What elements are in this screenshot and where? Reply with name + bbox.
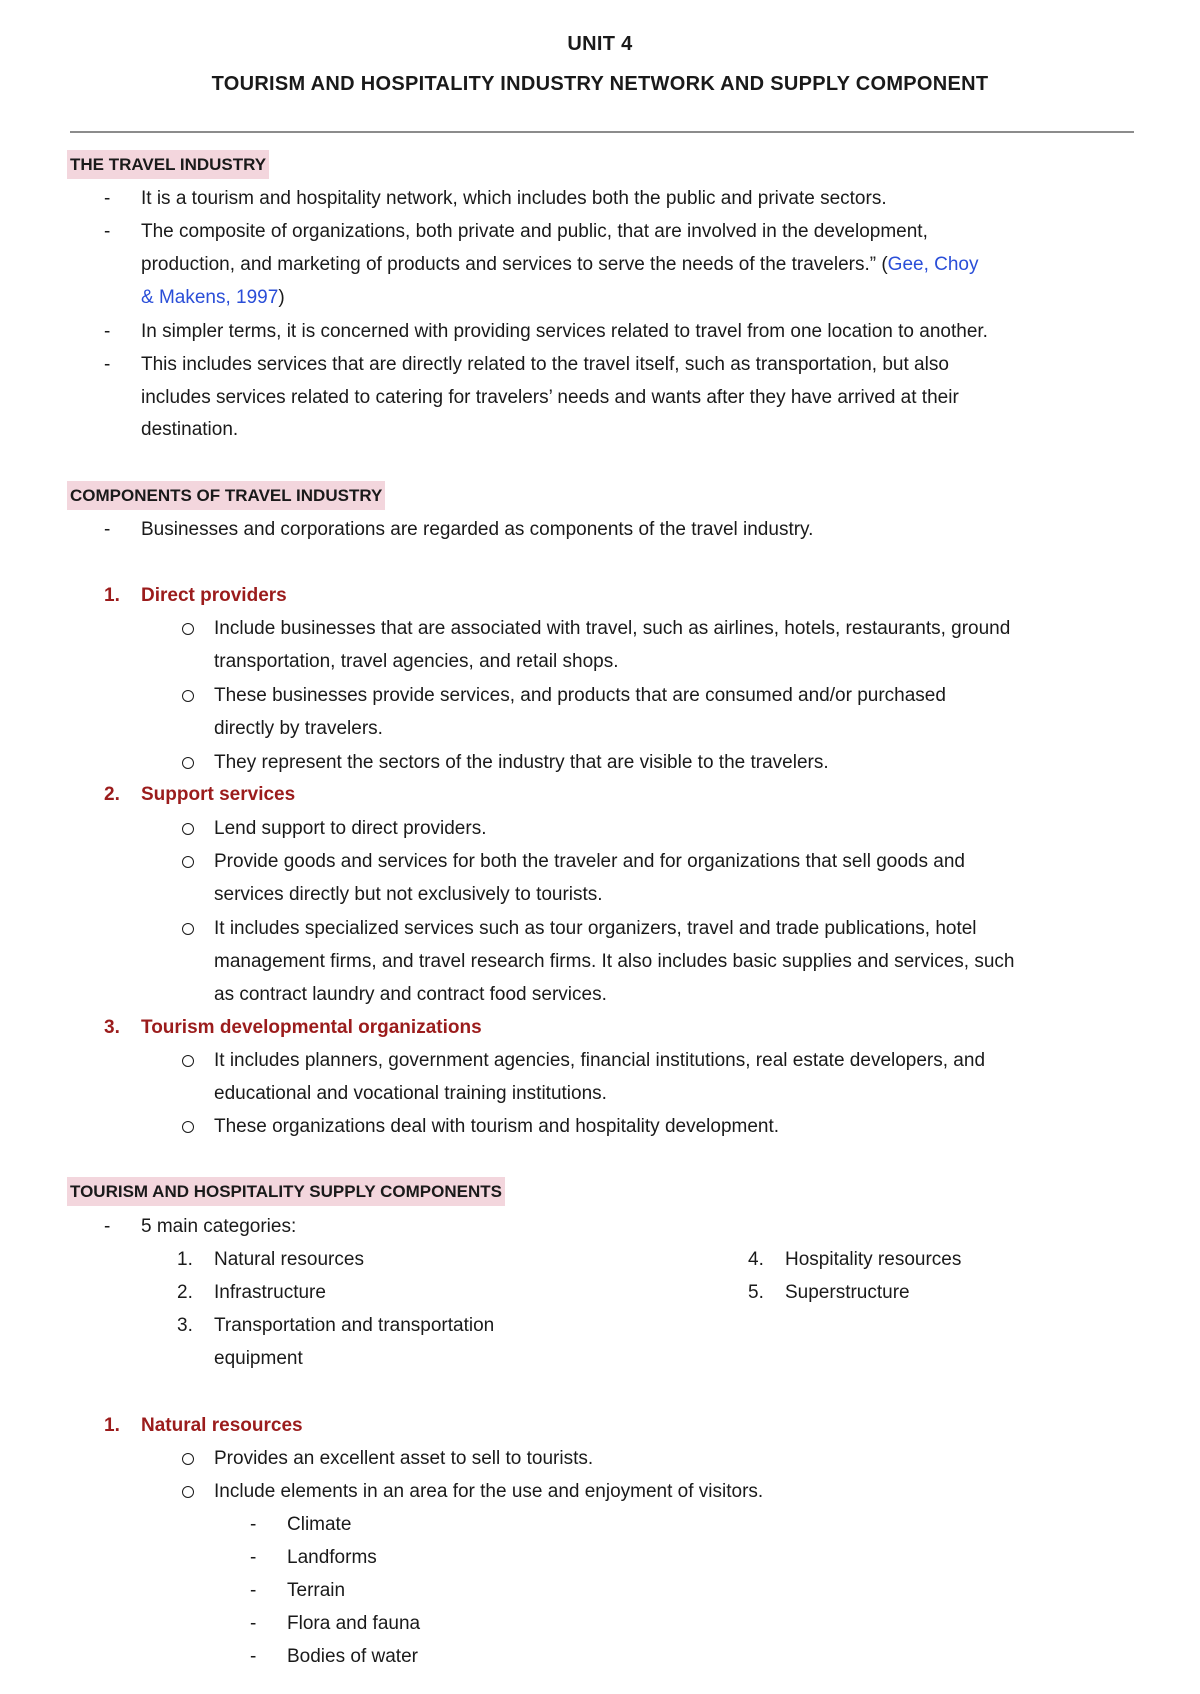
citation-link[interactable]: & Makens, 1997 xyxy=(141,287,279,308)
natural-element: Bodies of water xyxy=(287,1646,418,1667)
travel-bullet-4-line-2: includes services related to catering for travelers’ needs and wants after they have arrived at their xyxy=(141,387,959,408)
title-divider xyxy=(70,131,1134,133)
natural-element: Flora and fauna xyxy=(287,1613,421,1634)
support-item-1: Lend support to direct providers. xyxy=(214,818,487,839)
support-item-2-line-1: Provide goods and services for both the traveler and for organizations that sell goods and xyxy=(214,851,965,872)
category-item: Natural resources xyxy=(214,1249,364,1270)
dash-bullet: - xyxy=(250,1613,257,1634)
direct-item-1-line-2: transportation, travel agencies, and retail shops. xyxy=(214,651,619,672)
circle-bullet-icon xyxy=(182,690,194,702)
dash-bullet: - xyxy=(250,1580,257,1601)
circle-bullet-icon xyxy=(182,623,194,635)
travel-bullet-3: In simpler terms, it is concerned with providing services related to travel from one location to another. xyxy=(141,321,988,342)
natural-element: Climate xyxy=(287,1514,352,1535)
section-heading-components: COMPONENTS OF TRAVEL INDUSTRY xyxy=(67,481,385,510)
dev-item-1-line-1: It includes planners, government agencies, financial institutions, real estate developers, and xyxy=(214,1050,986,1071)
subheading-dev-organizations: Tourism developmental organizations xyxy=(141,1017,482,1038)
category-number: 3. xyxy=(177,1315,193,1336)
supply-intro: 5 main categories: xyxy=(141,1216,297,1237)
document-title: TOURISM AND HOSPITALITY INDUSTRY NETWORK AND SUPPLY COMPONENT xyxy=(211,73,989,95)
support-item-2-line-2: services directly but not exclusively to tourists. xyxy=(214,884,603,905)
category-item: Transportation and transportation xyxy=(214,1315,495,1336)
dev-item-2: These organizations deal with tourism and hospitality development. xyxy=(214,1116,780,1137)
subheading-natural-resources: Natural resources xyxy=(141,1415,303,1436)
dash-bullet: - xyxy=(104,1216,111,1237)
citation-link[interactable]: Gee, Choy xyxy=(887,254,979,275)
unit-label: UNIT 4 xyxy=(567,33,633,55)
travel-bullet-2-text: production, and marketing of products and services to serve the needs of the travelers.” ( xyxy=(141,254,888,275)
dash-bullet: - xyxy=(250,1547,257,1568)
dev-item-1-line-2: educational and vocational training institutions. xyxy=(214,1083,607,1104)
support-item-3-line-1: It includes specialized services such as tour organizers, travel and trade publications, hotel xyxy=(214,918,977,939)
subheading-direct-providers: Direct providers xyxy=(141,585,287,606)
natural-item-2: Include elements in an area for the use and enjoyment of visitors. xyxy=(214,1481,764,1502)
list-number: 1. xyxy=(104,585,120,606)
components-intro: Businesses and corporations are regarded as components of the travel industry. xyxy=(141,519,814,540)
circle-bullet-icon xyxy=(182,1453,194,1465)
category-number: 2. xyxy=(177,1282,193,1303)
dash-bullet: - xyxy=(104,354,111,375)
travel-bullet-4-line-3: destination. xyxy=(141,419,239,440)
circle-bullet-icon xyxy=(182,1055,194,1067)
circle-bullet-icon xyxy=(182,923,194,935)
dash-bullet: - xyxy=(250,1514,257,1535)
list-number: 1. xyxy=(104,1415,120,1436)
natural-element: Terrain xyxy=(287,1580,346,1601)
section-heading-travel-industry: THE TRAVEL INDUSTRY xyxy=(67,150,269,179)
support-item-3-line-2: management firms, and travel research firms. It also includes basic supplies and services, such xyxy=(214,951,1015,972)
direct-item-3: They represent the sectors of the industry that are visible to the travelers. xyxy=(214,752,829,773)
natural-item-1: Provides an excellent asset to sell to tourists. xyxy=(214,1448,594,1469)
subheading-support-services: Support services xyxy=(141,784,296,805)
list-number: 3. xyxy=(104,1017,120,1038)
citation-close: ) xyxy=(278,287,285,308)
travel-bullet-1: It is a tourism and hospitality network, which includes both the public and private sectors. xyxy=(141,188,887,209)
circle-bullet-icon xyxy=(182,1121,194,1133)
travel-bullet-2-line-1: The composite of organizations, both private and public, that are involved in the development, xyxy=(141,221,928,242)
category-number: 1. xyxy=(177,1249,193,1270)
travel-bullet-2-line-2 xyxy=(141,248,979,281)
direct-item-2-line-2: directly by travelers. xyxy=(214,718,383,739)
direct-item-2-line-1: These businesses provide services, and products that are consumed and/or purchased xyxy=(214,685,946,706)
category-item: Hospitality resources xyxy=(785,1249,962,1270)
list-number: 2. xyxy=(104,784,120,805)
travel-bullet-4-line-1: This includes services that are directly related to the travel itself, such as transportation, but also xyxy=(141,354,949,375)
circle-bullet-icon xyxy=(182,757,194,769)
dash-bullet: - xyxy=(104,519,111,540)
dash-bullet: - xyxy=(104,188,111,209)
category-number: 4. xyxy=(748,1249,764,1270)
support-item-3-line-3: as contract laundry and contract food services. xyxy=(214,984,607,1005)
circle-bullet-icon xyxy=(182,823,194,835)
dash-bullet: - xyxy=(250,1646,257,1667)
dash-bullet: - xyxy=(104,321,111,342)
category-item-continued: equipment xyxy=(214,1348,303,1369)
section-heading-supply: TOURISM AND HOSPITALITY SUPPLY COMPONENTS xyxy=(67,1177,505,1206)
category-item: Superstructure xyxy=(785,1282,910,1303)
travel-bullet-2-line-3 xyxy=(141,281,285,314)
circle-bullet-icon xyxy=(182,1486,194,1498)
category-number: 5. xyxy=(748,1282,764,1303)
direct-item-1-line-1: Include businesses that are associated with travel, such as airlines, hotels, restaurants, ground xyxy=(214,618,1011,639)
category-item: Infrastructure xyxy=(214,1282,326,1303)
natural-element: Landforms xyxy=(287,1547,377,1568)
circle-bullet-icon xyxy=(182,856,194,868)
dash-bullet: - xyxy=(104,221,111,242)
